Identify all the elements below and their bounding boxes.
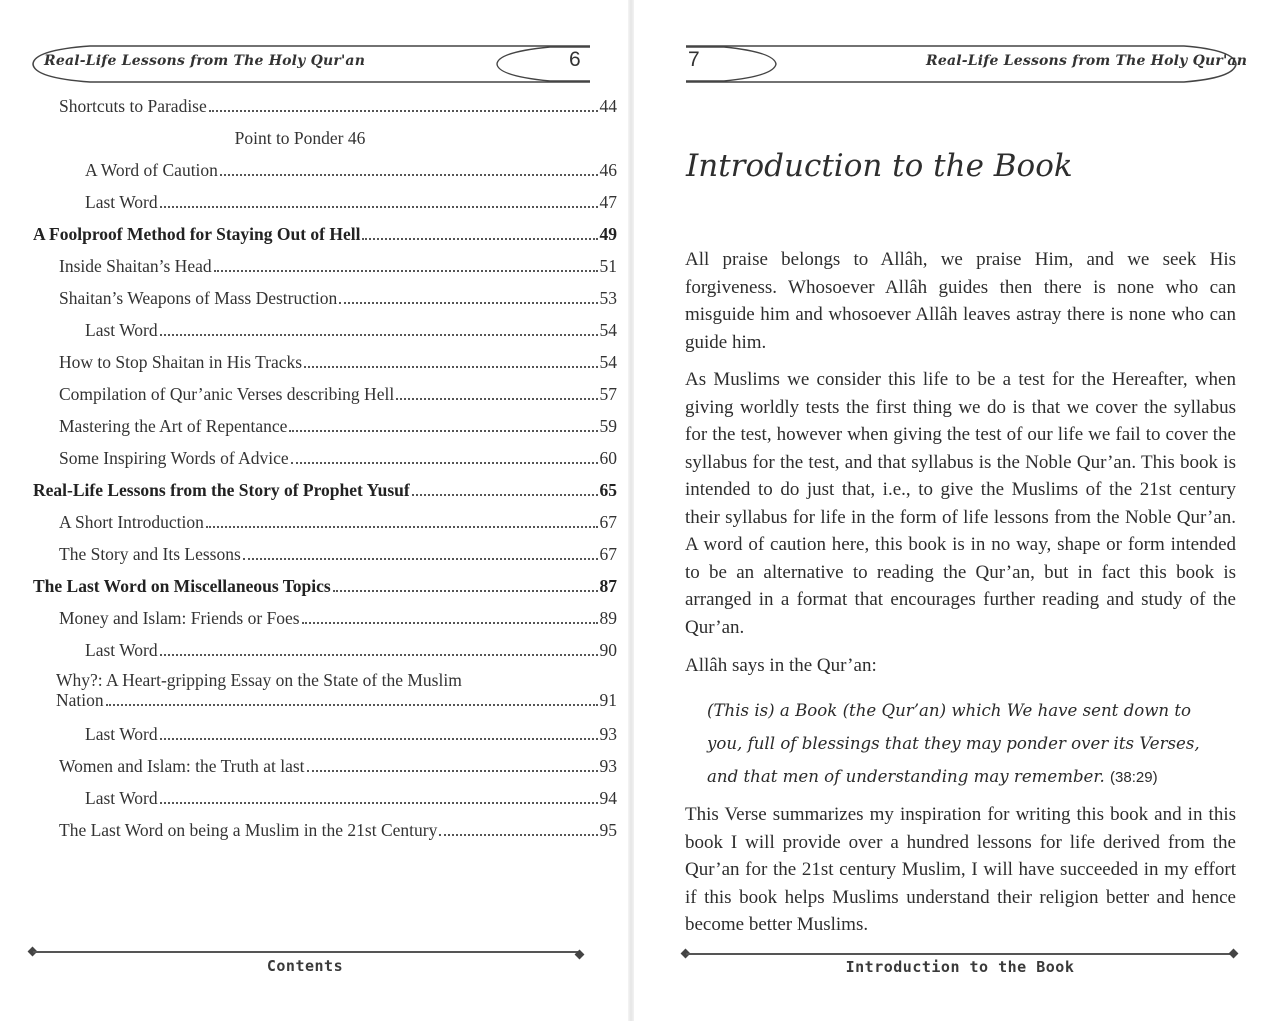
toc-page-number: 44: [599, 96, 617, 116]
toc-page-number: 67: [599, 512, 617, 532]
toc-entry-title: Last Word: [85, 788, 158, 808]
footer-section-label: Introduction to the Book: [845, 958, 1075, 976]
toc-entry-title: Shortcuts to Paradise: [59, 96, 207, 116]
toc-entry-title-continued: Nation: [56, 690, 104, 710]
toc-page-number: 59: [599, 416, 617, 436]
toc-page-number: 65: [599, 480, 617, 500]
toc-entry-title: Mastering the Art of Repentance: [59, 416, 288, 436]
toc-page-number: 87: [599, 576, 617, 596]
toc-entry-title: Last Word: [85, 724, 158, 744]
footer-rule: [686, 953, 1234, 955]
toc-entry-title: Some Inspiring Words of Advice: [59, 448, 289, 468]
toc-page-number: 57: [599, 384, 617, 404]
quran-verse: [707, 694, 1227, 794]
verse-text: (This is) a Book (the Qur’an) which We have sent down to you, full of blessings that they may ponder over its Verses, and that men of understanding may remember.: [707, 701, 1200, 786]
running-header-right: [684, 44, 1248, 84]
toc-page-number: 49: [599, 224, 617, 244]
toc-entry-title: A Word of Caution: [85, 160, 218, 180]
toc-entry-title: A Short Introduction: [59, 512, 204, 532]
toc-entry-title: The Last Word on being a Muslim in the 21st Century: [59, 820, 438, 840]
toc-entry-title: Last Word: [85, 192, 158, 212]
header-book-title: Real-Life Lessons from The Holy Qur'an: [44, 53, 366, 69]
paragraph-opening: All praise belongs to Allâh, we praise Him, and we seek His forgiveness. Whosoever Allâh guides then there is none who can misguide him and whosoever Allâh leaves astray there is none who can guide him.: [685, 249, 1236, 353]
toc-page-number: 93: [599, 756, 617, 776]
paragraph-verse-intro: Allâh says in the Qur’an:: [685, 655, 877, 676]
toc-entry-title: The Last Word on Miscellaneous Topics: [33, 576, 331, 596]
toc-entry-title: Last Word: [85, 320, 158, 340]
toc-page-number: 67: [599, 544, 617, 564]
page-number: 7: [688, 48, 700, 71]
paragraph-purpose: As Muslims we consider this life to be a test for the Hereafter, when giving worldly tests the first thing we do is that we cover the syllabus for the test, however when giving the test of our life we fail to cover the syllabus for the test, and that syllabus is the Noble Qur’an. This book is intended to do just that, i.e., to give the Muslims of the 21st century their syllabus for life in the form of life lessons from the Noble Qur’an. A word of caution here, this book is in no way, shape or form intended to be an alternative to reading the Qur’an, but in fact this book is arranged in a format that encourages further reading and study of the Qur’an.: [685, 369, 1236, 638]
footer-section-label: Contents: [266, 957, 344, 975]
toc-page-number: 90: [599, 640, 617, 660]
toc-page-number: 51: [599, 256, 617, 276]
toc-entry-title: A Foolproof Method for Staying Out of Hell: [33, 224, 361, 244]
toc-page-number: 60: [599, 448, 617, 468]
toc-page-number: 46: [599, 160, 617, 180]
toc-entry-title[interactable]: Why?: A Heart-gripping Essay on the State of the Muslim: [56, 670, 462, 690]
toc-page-number: 54: [599, 320, 617, 340]
toc-page-number: 94: [599, 788, 617, 808]
toc-entry-title: Money and Islam: Friends or Foes: [59, 608, 300, 628]
toc-page-number: 95: [599, 820, 617, 840]
toc-subheading: Point to Ponder 46: [234, 128, 366, 148]
toc-page-number: 53: [599, 288, 617, 308]
chapter-title: Introduction to the Book: [686, 148, 1073, 184]
toc-entry-title: How to Stop Shaitan in His Tracks: [59, 352, 303, 372]
toc-page-number: 91: [599, 690, 617, 710]
page-number: 6: [569, 48, 581, 71]
toc-entry-title: Last Word: [85, 640, 158, 660]
toc-entry-title: Real-Life Lessons from the Story of Prophet Yusuf: [33, 480, 410, 500]
toc-page-number: 93: [599, 724, 617, 744]
toc-page-number: 89: [599, 608, 617, 628]
toc-entry-title: Shaitan’s Weapons of Mass Destruction: [59, 288, 338, 308]
toc-page-number: 54: [599, 352, 617, 372]
toc-entry-title: Inside Shaitan’s Head: [59, 256, 212, 276]
toc-entry-title: The Story and Its Lessons: [59, 544, 241, 564]
header-book-title: Real-Life Lessons from The Holy Qur'an: [926, 53, 1248, 69]
footer-diamond-right: [1229, 949, 1239, 959]
toc-page-number: 47: [599, 192, 617, 212]
verse-reference: (38:29): [1110, 769, 1158, 786]
toc-entry-title: Women and Islam: the Truth at last: [59, 756, 305, 776]
paragraph-inspiration: This Verse summarizes my inspiration for writing this book and in this book I will provide over a hundred lessons for life derived from the Qur’an for the 21st century Muslim, I will have succeeded in my effort if this book helps Muslims understand their religion better and hence become better Muslims.: [685, 804, 1236, 935]
toc-entry-title: Compilation of Qur’anic Verses describing Hell: [59, 384, 395, 404]
